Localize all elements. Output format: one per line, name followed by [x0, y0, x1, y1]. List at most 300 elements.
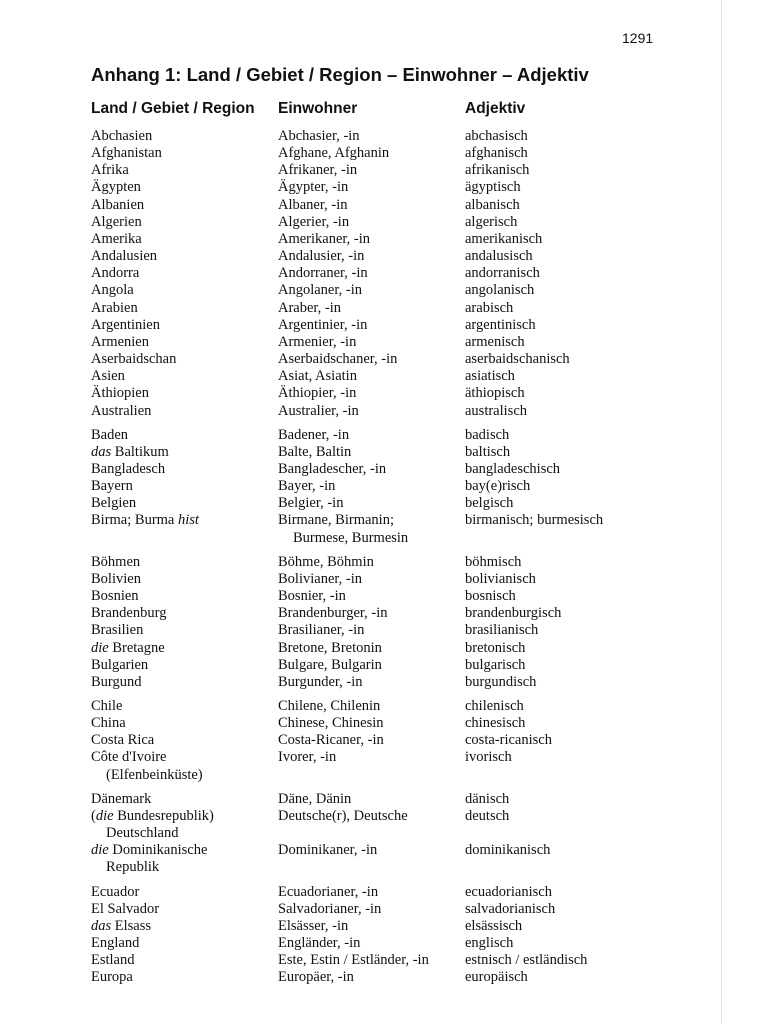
- adjektiv-cell: äthiopisch: [465, 385, 525, 402]
- land-text: Bulgarien: [91, 656, 149, 673]
- einwohner-line: Bulgare, Bulgarin: [278, 656, 382, 673]
- einwohner-line: Andalusier, -in: [278, 248, 365, 265]
- land-text: Bolivien: [91, 570, 141, 587]
- table-row: [91, 197, 685, 214]
- table-row: [91, 214, 685, 231]
- land-text: Böhmen: [91, 553, 141, 570]
- land-cell: [91, 715, 278, 732]
- land-text: Europa: [91, 969, 133, 986]
- adjektiv-cell: dominikanisch: [465, 842, 551, 859]
- adjektiv-cell: englisch: [465, 935, 514, 952]
- land-line: [91, 767, 278, 784]
- land-text: Bosnien: [91, 588, 139, 605]
- land-line: [91, 901, 278, 918]
- land-cell: [91, 952, 278, 969]
- land-cell: [91, 969, 278, 986]
- column-header-land: Land / Gebiet / Region: [91, 100, 255, 117]
- land-text: Argentinien: [91, 316, 160, 333]
- land-cell: [91, 791, 278, 808]
- einwohner-cell: [278, 282, 465, 299]
- table-row: [91, 588, 685, 605]
- table-row: [91, 571, 685, 588]
- einwohner-cell: [278, 231, 465, 248]
- table-row: [91, 952, 685, 969]
- einwohner-cell: [278, 461, 465, 478]
- article-text: die: [91, 639, 109, 656]
- table-row: [91, 427, 685, 444]
- land-text: Afrika: [91, 162, 129, 179]
- adjektiv-cell: andalusisch: [465, 248, 533, 265]
- table-row: [91, 512, 685, 546]
- land-line: [91, 808, 278, 825]
- einwohner-cell: [278, 969, 465, 986]
- table-row: [91, 935, 685, 952]
- table-row: [91, 698, 685, 715]
- einwohner-line: Este, Estin / Estländer, -in: [278, 952, 429, 969]
- land-text: Ecuador: [91, 883, 140, 900]
- einwohner-line: Chilene, Chilenin: [278, 698, 381, 714]
- adjektiv-cell: ägyptisch: [465, 179, 521, 196]
- table-row: [91, 385, 685, 402]
- table-row: [91, 128, 685, 145]
- einwohner-cell: [278, 808, 465, 842]
- article-text: die: [91, 842, 109, 859]
- einwohner-line: Brandenburger, -in: [278, 605, 388, 622]
- land-line: [91, 554, 278, 571]
- einwohner-line: Dominikaner, -in: [278, 842, 378, 859]
- land-text: Brandenburg: [91, 605, 167, 622]
- einwohner-line: Albaner, -in: [278, 196, 348, 213]
- einwohner-line: Brasilianer, -in: [278, 622, 365, 639]
- land-line: [91, 248, 278, 265]
- land-text: Aserbaidschan: [91, 351, 177, 368]
- land-cell: [91, 128, 278, 145]
- einwohner-cell: [278, 554, 465, 571]
- land-cell: [91, 385, 278, 402]
- einwohner-line: Ecuadorianer, -in: [278, 883, 379, 900]
- einwohner-cell: [278, 622, 465, 639]
- einwohner-cell: [278, 427, 465, 444]
- land-line: [91, 128, 278, 145]
- land-line: [91, 427, 278, 444]
- land-line: [91, 622, 278, 639]
- land-text: Elsass: [111, 917, 152, 934]
- land-cell: [91, 622, 278, 639]
- einwohner-cell: [278, 952, 465, 969]
- land-text: Andalusien: [91, 248, 158, 265]
- land-text: Estland: [91, 952, 135, 969]
- table-row: [91, 231, 685, 248]
- land-line: [91, 145, 278, 162]
- einwohner-line: Ägypter, -in: [278, 179, 349, 196]
- land-text: Bayern: [91, 478, 133, 495]
- einwohner-cell: [278, 674, 465, 691]
- land-line: [91, 732, 278, 749]
- table-row: [91, 368, 685, 385]
- adjektiv-cell: albanisch: [465, 196, 520, 213]
- land-text: Bangladesch: [91, 460, 166, 477]
- table-row: [91, 317, 685, 334]
- einwohner-cell: [278, 640, 465, 657]
- land-cell: [91, 808, 278, 842]
- einwohner-cell: [278, 334, 465, 351]
- adjektiv-cell: bulgarisch: [465, 656, 526, 673]
- einwohner-cell: [278, 732, 465, 749]
- land-text: Dominikanische: [108, 842, 208, 859]
- article-text: das: [91, 917, 112, 934]
- table-row: [91, 265, 685, 282]
- adjektiv-cell: estnisch / estländisch: [465, 952, 588, 969]
- land-line: [91, 605, 278, 622]
- einwohner-line: Andorraner, -in: [278, 265, 368, 282]
- einwohner-cell: [278, 935, 465, 952]
- einwohner-cell: [278, 128, 465, 145]
- land-text: China: [91, 715, 126, 732]
- land-line: [91, 478, 278, 495]
- einwohner-line: Chinese, Chinesin: [278, 715, 384, 732]
- land-line: [91, 231, 278, 248]
- einwohner-cell: [278, 791, 465, 808]
- land-text: Bretagne: [108, 639, 165, 656]
- table-row: [91, 640, 685, 657]
- land-line: [91, 918, 278, 935]
- land-line: [91, 935, 278, 952]
- einwohner-cell: [278, 403, 465, 420]
- einwohner-cell: [278, 444, 465, 461]
- land-text: Abchasien: [91, 128, 153, 144]
- land-text: Amerika: [91, 230, 142, 247]
- land-line: [91, 265, 278, 282]
- land-cell: [91, 317, 278, 334]
- einwohner-cell: [278, 588, 465, 605]
- einwohner-cell: [278, 162, 465, 179]
- einwohner-cell: [278, 495, 465, 512]
- land-text: Deutschland: [106, 825, 179, 842]
- land-text: Brasilien: [91, 622, 144, 639]
- land-line: [91, 825, 278, 842]
- einwohner-line: Birmane, Birmanin;: [278, 512, 394, 529]
- column-header-adjektiv: Adjektiv: [465, 100, 526, 117]
- land-cell: [91, 842, 278, 876]
- land-cell: [91, 657, 278, 674]
- land-text: Birma; Burma: [91, 512, 178, 529]
- einwohner-line: Australier, -in: [278, 402, 359, 419]
- adjektiv-cell: amerikanisch: [465, 230, 543, 247]
- land-line: [91, 162, 278, 179]
- land-text: Baltikum: [111, 443, 169, 460]
- adjektiv-cell: aserbaidschanisch: [465, 351, 570, 368]
- einwohner-cell: [278, 715, 465, 732]
- land-cell: [91, 444, 278, 461]
- adjektiv-cell: bolivianisch: [465, 570, 536, 587]
- land-line: [91, 884, 278, 901]
- table-row: [91, 901, 685, 918]
- land-cell: [91, 248, 278, 265]
- einwohner-line: Armenier, -in: [278, 333, 357, 350]
- land-cell: [91, 403, 278, 420]
- land-text: Bundesrepublik): [113, 807, 214, 824]
- land-cell: [91, 265, 278, 282]
- adjektiv-cell: abchasisch: [465, 128, 528, 144]
- land-text: Costa Rica: [91, 732, 155, 749]
- adjektiv-cell: bangladeschisch: [465, 460, 561, 477]
- land-line: [91, 791, 278, 808]
- article-text: hist: [178, 512, 199, 529]
- land-line: [91, 385, 278, 402]
- einwohner-cell: [278, 512, 465, 546]
- land-cell: [91, 368, 278, 385]
- einwohner-cell: [278, 749, 465, 783]
- einwohner-line: Bayer, -in: [278, 478, 336, 495]
- land-text: England: [91, 935, 140, 952]
- land-cell: [91, 478, 278, 495]
- einwohner-line: Badener, -in: [278, 426, 350, 443]
- land-line: [91, 300, 278, 317]
- land-line: [91, 952, 278, 969]
- adjektiv-cell: baltisch: [465, 443, 511, 460]
- land-line: [91, 197, 278, 214]
- land-text: El Salvador: [91, 900, 160, 917]
- land-line: [91, 403, 278, 420]
- land-text: Afghanistan: [91, 145, 162, 162]
- table-row: [91, 791, 685, 808]
- land-text: (Elfenbeinküste): [106, 766, 203, 783]
- land-line: [91, 512, 278, 529]
- land-text: Burgund: [91, 673, 142, 690]
- land-cell: [91, 162, 278, 179]
- land-text: Asien: [91, 368, 125, 385]
- einwohner-line: Böhme, Böhmin: [278, 553, 374, 570]
- land-cell: [91, 351, 278, 368]
- land-cell: [91, 179, 278, 196]
- adjektiv-cell: deutsch: [465, 807, 510, 824]
- einwohner-cell: [278, 317, 465, 334]
- land-text: Andorra: [91, 265, 140, 282]
- einwohner-line: Afghane, Afghanin: [278, 145, 390, 162]
- einwohner-cell: [278, 214, 465, 231]
- land-cell: [91, 282, 278, 299]
- adjektiv-cell: ivorisch: [465, 749, 512, 766]
- einwohner-line: Däne, Dänin: [278, 790, 352, 807]
- land-cell: [91, 749, 278, 783]
- page-number: 1291: [622, 30, 654, 46]
- land-text: Ägypten: [91, 179, 141, 196]
- land-cell: [91, 334, 278, 351]
- scan-edge-line: [721, 0, 722, 1024]
- adjektiv-cell: bosnisch: [465, 588, 516, 605]
- land-line: [91, 444, 278, 461]
- table-row: [91, 300, 685, 317]
- table-row: [91, 248, 685, 265]
- land-cell: [91, 588, 278, 605]
- einwohner-cell: [278, 351, 465, 368]
- adjektiv-cell: salvadorianisch: [465, 900, 556, 917]
- land-cell: [91, 674, 278, 691]
- land-line: [91, 461, 278, 478]
- table-row: [91, 918, 685, 935]
- land-cell: [91, 918, 278, 935]
- land-cell: [91, 884, 278, 901]
- land-line: [91, 317, 278, 334]
- adjektiv-cell: dänisch: [465, 790, 510, 807]
- adjektiv-cell: brasilianisch: [465, 622, 539, 639]
- column-header-einwohner: Einwohner: [278, 100, 358, 117]
- adjektiv-cell: argentinisch: [465, 316, 536, 333]
- adjektiv-cell: chilenisch: [465, 698, 524, 714]
- einwohner-line: Burmese, Burmesin: [293, 529, 409, 546]
- land-cell: [91, 214, 278, 231]
- land-cell: [91, 145, 278, 162]
- land-cell: [91, 732, 278, 749]
- einwohner-cell: [278, 248, 465, 265]
- adjektiv-cell: europäisch: [465, 969, 528, 986]
- einwohner-line: Asiat, Asiatin: [278, 368, 357, 385]
- einwohner-cell: [278, 368, 465, 385]
- land-line: [91, 715, 278, 732]
- einwohner-line: Abchasier, -in: [278, 128, 360, 144]
- adjektiv-cell: afrikanisch: [465, 162, 530, 179]
- adjektiv-cell: arabisch: [465, 299, 514, 316]
- table-row: [91, 969, 685, 986]
- adjektiv-cell: bay(e)risch: [465, 478, 531, 495]
- land-cell: [91, 698, 278, 715]
- einwohner-cell: [278, 918, 465, 935]
- land-line: [91, 495, 278, 512]
- table-row: [91, 715, 685, 732]
- adjektiv-cell: burgundisch: [465, 673, 537, 690]
- adjektiv-cell: afghanisch: [465, 145, 528, 162]
- land-line: [91, 749, 278, 766]
- einwohner-cell: [278, 265, 465, 282]
- table-row: [91, 145, 685, 162]
- einwohner-cell: [278, 300, 465, 317]
- table-row: [91, 179, 685, 196]
- einwohner-line: Ivorer, -in: [278, 749, 337, 766]
- adjektiv-cell: andorranisch: [465, 265, 540, 282]
- table-row: [91, 282, 685, 299]
- land-line: [91, 571, 278, 588]
- article-text: die: [95, 807, 114, 824]
- adjektiv-cell: bretonisch: [465, 639, 526, 656]
- land-text: (: [91, 807, 96, 824]
- einwohner-line: Costa-Ricaner, -in: [278, 732, 384, 749]
- land-line: [91, 588, 278, 605]
- table-row: [91, 162, 685, 179]
- land-line: [91, 842, 278, 859]
- land-line: [91, 334, 278, 351]
- einwohner-line: Angolaner, -in: [278, 282, 362, 299]
- land-cell: [91, 935, 278, 952]
- page-title: Anhang 1: Land / Gebiet / Region – Einwohner – Adjektiv: [91, 64, 589, 85]
- einwohner-cell: [278, 179, 465, 196]
- adjektiv-cell: birmanisch; burmesisch: [465, 512, 604, 529]
- einwohner-cell: [278, 657, 465, 674]
- land-cell: [91, 231, 278, 248]
- adjektiv-cell: belgisch: [465, 495, 514, 512]
- einwohner-line: Äthiopier, -in: [278, 385, 357, 402]
- adjektiv-cell: brandenburgisch: [465, 605, 562, 622]
- adjektiv-cell: elsässisch: [465, 917, 523, 934]
- einwohner-line: Araber, -in: [278, 299, 342, 316]
- einwohner-line: Amerikaner, -in: [278, 230, 371, 247]
- land-line: [91, 368, 278, 385]
- einwohner-line: Bretone, Bretonin: [278, 639, 382, 656]
- einwohner-line: Algerier, -in: [278, 213, 350, 230]
- table-row: [91, 808, 685, 842]
- table-row: [91, 403, 685, 420]
- land-line: [91, 282, 278, 299]
- land-line: [91, 657, 278, 674]
- adjektiv-cell: asiatisch: [465, 368, 515, 385]
- table-row: [91, 334, 685, 351]
- table-row: [91, 495, 685, 512]
- einwohner-line: Bosnier, -in: [278, 588, 346, 605]
- table-row: [91, 749, 685, 783]
- land-cell: [91, 427, 278, 444]
- land-text: Côte d'Ivoire: [91, 749, 167, 766]
- einwohner-line: Aserbaidschaner, -in: [278, 351, 398, 368]
- land-text: Armenien: [91, 333, 149, 350]
- einwohner-cell: [278, 145, 465, 162]
- land-text: Albanien: [91, 196, 145, 213]
- einwohner-line: Belgier, -in: [278, 495, 344, 512]
- land-cell: [91, 640, 278, 657]
- einwohner-line: Europäer, -in: [278, 969, 354, 986]
- adjektiv-cell: armenisch: [465, 333, 525, 350]
- land-cell: [91, 571, 278, 588]
- adjektiv-cell: badisch: [465, 426, 510, 443]
- einwohner-line: Argentinier, -in: [278, 316, 368, 333]
- table-row: [91, 657, 685, 674]
- table-row: [91, 478, 685, 495]
- land-line: [91, 351, 278, 368]
- table-row: [91, 622, 685, 639]
- land-cell: [91, 300, 278, 317]
- adjektiv-cell: costa-ricanisch: [465, 732, 552, 749]
- einwohner-line: Burgunder, -in: [278, 673, 363, 690]
- land-line: [91, 969, 278, 986]
- article-text: das: [91, 443, 112, 460]
- land-line: [91, 179, 278, 196]
- land-cell: [91, 512, 278, 546]
- adjektiv-cell: angolanisch: [465, 282, 535, 299]
- table-row: [91, 351, 685, 368]
- table-row: [91, 842, 685, 876]
- table-row: [91, 674, 685, 691]
- land-line: [91, 214, 278, 231]
- land-cell: [91, 605, 278, 622]
- entry-table: [91, 128, 685, 987]
- einwohner-cell: [278, 478, 465, 495]
- adjektiv-cell: algerisch: [465, 213, 518, 230]
- einwohner-line: Elsässer, -in: [278, 917, 349, 934]
- einwohner-cell: [278, 571, 465, 588]
- land-cell: [91, 901, 278, 918]
- table-row: [91, 732, 685, 749]
- einwohner-cell: [278, 842, 465, 876]
- land-cell: [91, 461, 278, 478]
- land-text: Belgien: [91, 495, 137, 512]
- einwohner-line: Bangladescher, -in: [278, 460, 387, 477]
- land-text: Arabien: [91, 299, 138, 316]
- einwohner-cell: [278, 901, 465, 918]
- land-text: Australien: [91, 402, 152, 419]
- einwohner-cell: [278, 698, 465, 715]
- table-row: [91, 554, 685, 571]
- einwohner-line: Salvadorianer, -in: [278, 900, 382, 917]
- land-line: [91, 674, 278, 691]
- einwohner-cell: [278, 605, 465, 622]
